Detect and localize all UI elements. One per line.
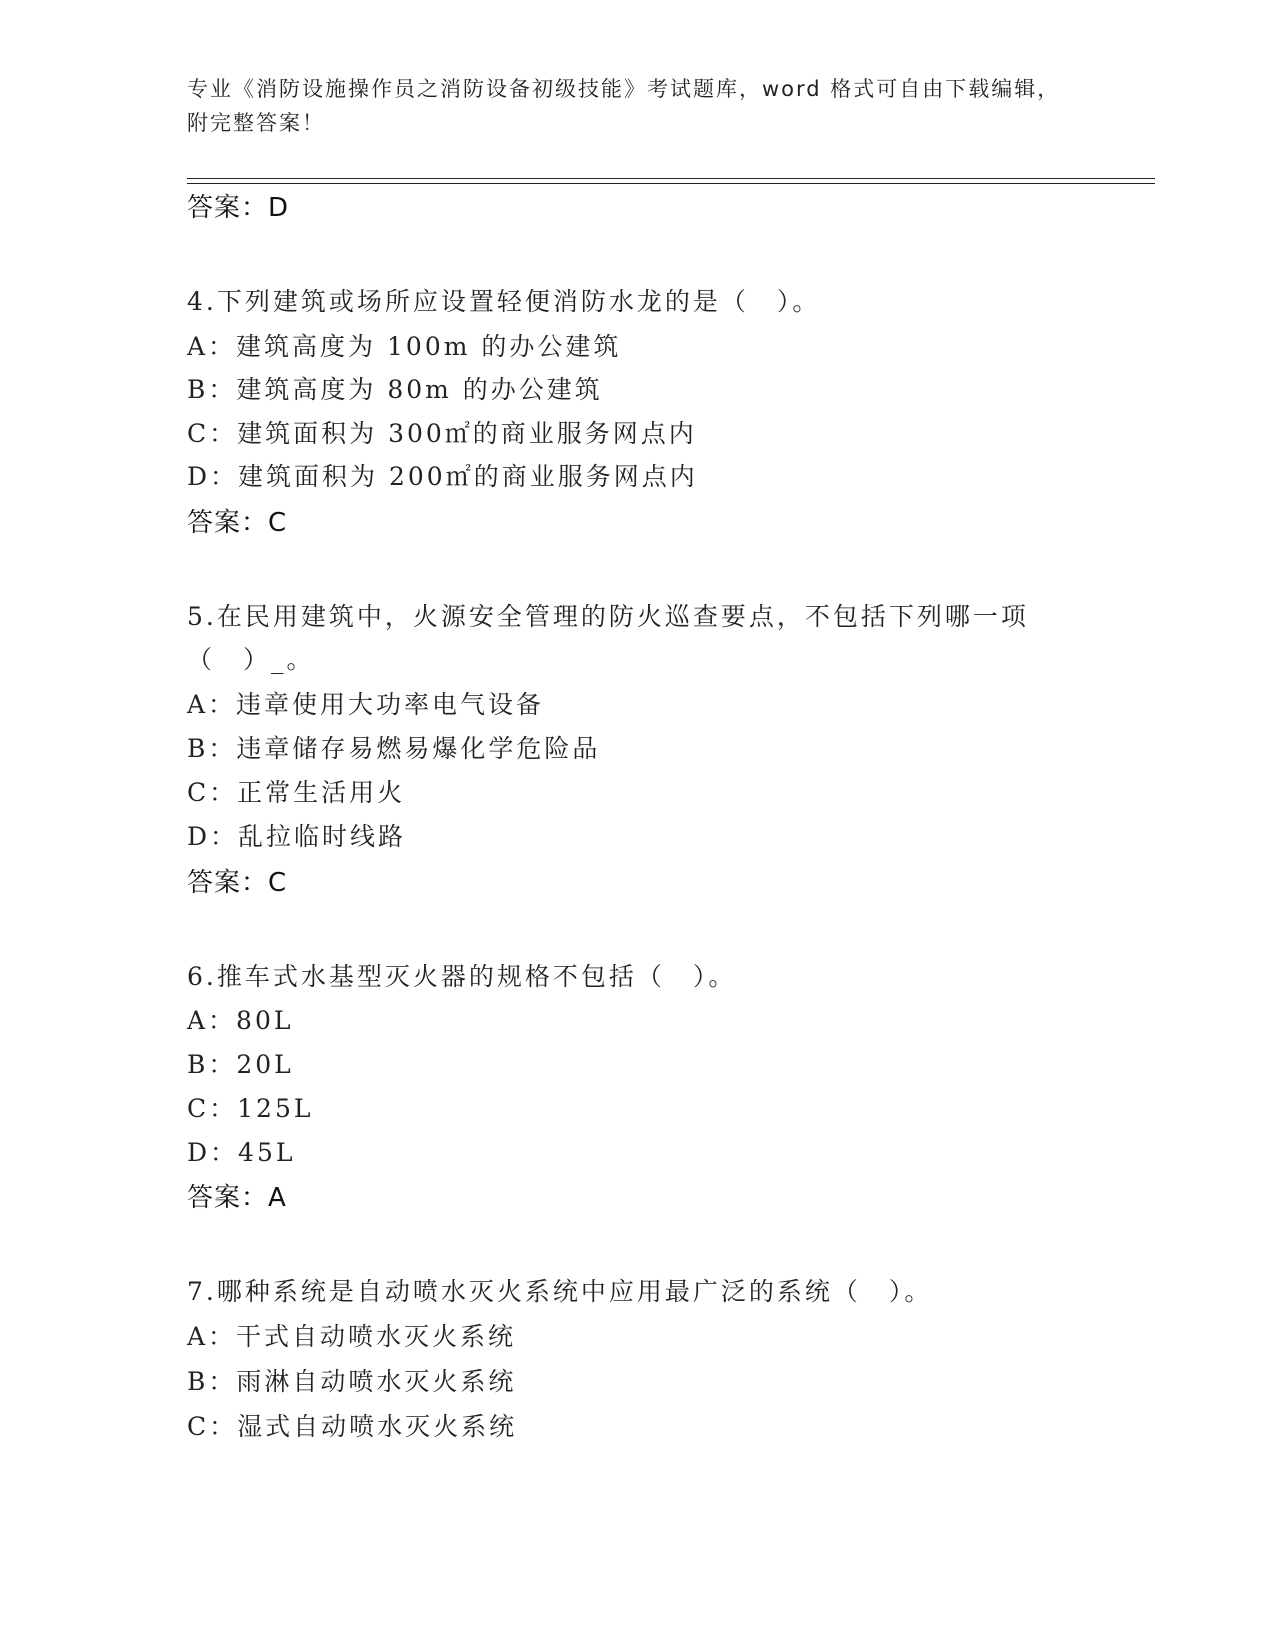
question-4-stem: 4.下列建筑或场所应设置轻便消防水龙的是（ ）。 — [187, 287, 821, 316]
question-5-option-b: B：违章储存易燃易爆化学危险品 — [187, 734, 601, 763]
answer-q6: 答案：A — [187, 1183, 287, 1213]
question-6-option-a: A：80L — [187, 1006, 294, 1035]
header-divider-top — [187, 178, 1155, 179]
question-5-option-c: C：正常生活用火 — [187, 778, 406, 807]
question-5-stem: 5.在民用建筑中，火源安全管理的防火巡查要点，不包括下列哪一项 — [187, 602, 1029, 631]
question-6-stem: 6.推车式水基型灭火器的规格不包括（ ）。 — [187, 962, 737, 991]
answer-q3: 答案：D — [187, 193, 290, 223]
question-4-option-a: A：建筑高度为 100m 的办公建筑 — [187, 332, 622, 361]
question-7-option-c: C：湿式自动喷水灭火系统 — [187, 1412, 518, 1441]
question-5-stem-continued: （ ）_。 — [187, 645, 315, 674]
answer-q4: 答案：C — [187, 508, 288, 538]
question-4-option-b: B：建筑高度为 80m 的办公建筑 — [187, 375, 603, 404]
document-header: 专业《消防设施操作员之消防设备初级技能》考试题库，word 格式可自由下载编辑，附完整答案！ — [187, 77, 1061, 135]
question-6-option-b: B：20L — [187, 1050, 294, 1079]
answer-q5: 答案：C — [187, 868, 288, 898]
header-divider-bottom — [187, 183, 1155, 184]
question-7-option-a: A：干式自动喷水灭火系统 — [187, 1322, 517, 1351]
question-7-stem: 7.哪种系统是自动喷水灭火系统中应用最广泛的系统（ ）。 — [187, 1277, 933, 1306]
question-5-option-a: A：违章使用大功率电气设备 — [187, 690, 545, 719]
question-4-option-c: C：建筑面积为 300㎡的商业服务网点内 — [187, 419, 697, 448]
question-7-option-b: B：雨淋自动喷水灭火系统 — [187, 1367, 517, 1396]
question-6-option-d: D：45L — [187, 1138, 296, 1167]
question-5-option-d: D：乱拉临时线路 — [187, 822, 407, 851]
question-4-option-d: D：建筑面积为 200㎡的商业服务网点内 — [187, 462, 698, 491]
question-6-option-c: C：125L — [187, 1094, 314, 1123]
